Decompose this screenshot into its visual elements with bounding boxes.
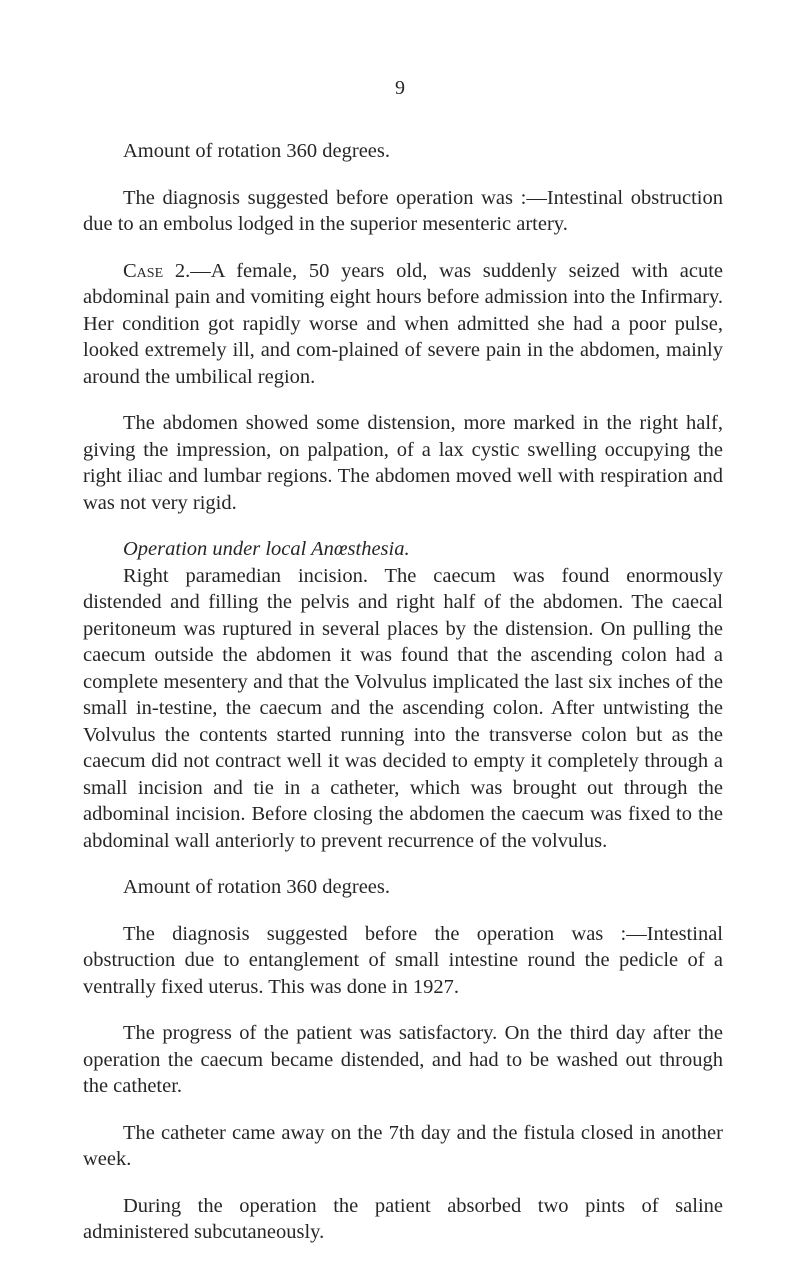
paragraph-abdomen: The abdomen showed some distension, more marked in the right half, giving the impression, on palpation, of a lax cystic swelling occupying the right iliac and lumbar regions. The abdomen moved well with respiration and was not very rigid.: [83, 412, 723, 514]
paragraph-rotation-2: Amount of rotation 360 degrees.: [123, 876, 391, 898]
paragraph-progress: The progress of the patient was satisfactory. On the third day after the operation the caecum became distended, and had to be washed out through the catheter.: [83, 1022, 723, 1097]
case-label: Case 2.: [123, 259, 191, 282]
paragraph-operation: Right paramedian incision. The caecum was found enormously distended and filling the pelvis and right half of the abdomen. The caecal peritoneum was ruptured in several places by the distension. On pulling the caecum outside the abdomen it was found that the ascending colon had a complete mesentery and that the Volvulus implicated the last six inches of the small in-testine, the caecum and the ascending colon. After untwisting the Volvulus the contents started running into the transverse colon but as the caecum did not contract well it was decided to empty it completely through a small incision and tie in a catheter, which was brought out through the adbominal incision. Before closing the abdomen the caecum was fixed to the abdominal wall anteriorly to prevent recurrence of the volvulus.: [83, 564, 723, 852]
paragraph-diagnosis-2: The diagnosis suggested before the operation was :—Intestinal obstruction due to entanglement of small intestine round the pedicle of a ventrally fixed uterus. This was done in 1927.: [83, 922, 723, 998]
paragraph-rotation-1: Amount of rotation 360 degrees.: [123, 140, 391, 162]
document-body: [83, 138, 723, 1266]
section-heading: Operation under local Anœsthesia.: [123, 538, 410, 560]
page-number: 9: [395, 77, 405, 99]
case-2-text: —A female, 50 years old, was suddenly seized with acute abdominal pain and vomiting eight hours before admission into the Infirmary. Her condition got rapidly worse and when admitted she had a poor pulse, looked extremely ill, and com-plained of severe pain in the abdomen, mainly around the umbilical region.: [83, 259, 724, 388]
paragraph-saline: During the operation the patient absorbed two pints of saline administered subcutaneously.: [83, 1194, 723, 1243]
paragraph-diagnosis-1: The diagnosis suggested before operation was :—Intestinal obstruction due to an embolus lodged in the superior mesenteric artery.: [83, 186, 723, 235]
paragraph-catheter: The catheter came away on the 7th day and the fistula closed in another week.: [83, 1121, 723, 1170]
paragraph-case-2: [83, 258, 723, 391]
